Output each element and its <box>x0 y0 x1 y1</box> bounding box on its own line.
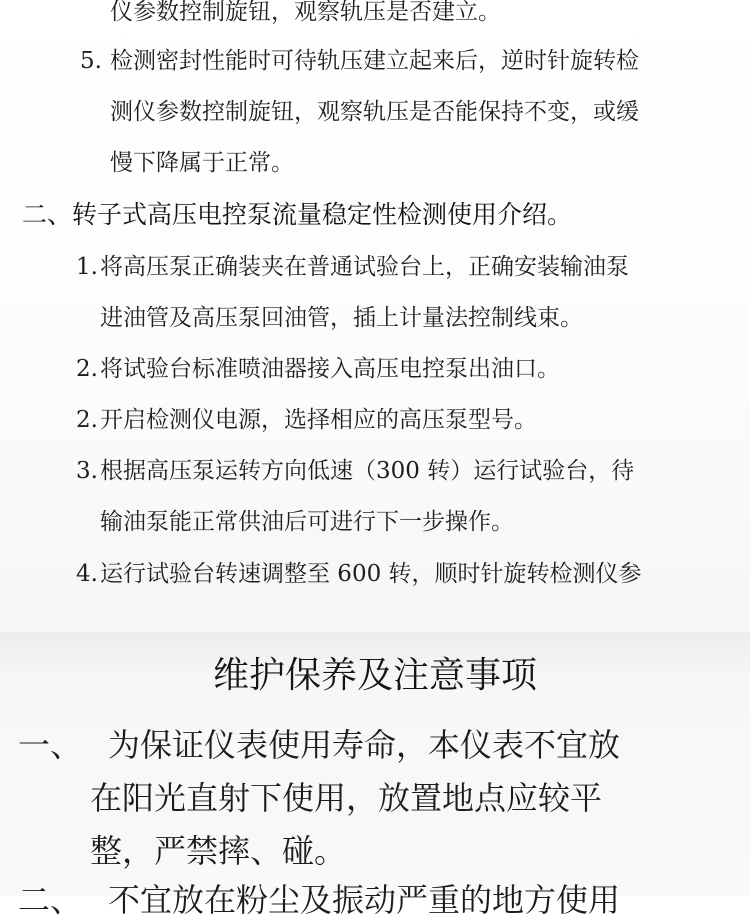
maint-item1-line2: 在阳光直射下使用，放置地点应较平 <box>90 779 603 817</box>
maint-item1-line1: 为保证仪表使用寿命，本仪表不宜放 <box>108 726 621 764</box>
s2-item2-number: 2. <box>76 356 98 382</box>
item5-text-1: 检测密封性能时可待轨压建立起来后，逆时针旋转检 <box>110 48 639 74</box>
item5-line2: 测仪参数控制旋钮，观察轨压是否能保持不变，或缓 <box>110 99 639 125</box>
s2-item5-number: 4. <box>76 561 98 587</box>
s2-item2-text: 将试验台标准喷油器接入高压电控泵出油口。 <box>100 356 560 382</box>
s2-item4-text-1: 根据高压泵运转方向低速（300 转）运行试验台，待 <box>100 458 635 484</box>
item5-line1 <box>80 46 639 76</box>
s2-item3-line1 <box>76 405 537 435</box>
maint-item2-line1: 不宜放在粉尘及振动严重的地方使用 <box>108 881 621 919</box>
s2-item2-line1 <box>76 354 560 384</box>
s2-item1-text-1: 将高压泵正确装夹在普通试验台上，正确安装输油泵 <box>100 254 629 280</box>
s2-item5-text-1: 运行试验台转速调整至 600 转，顺时针旋转检测仪参 <box>100 561 642 587</box>
maint-item2-number: 二、 <box>18 881 83 919</box>
s2-item4-line2: 输油泵能正常供油后可进行下一步操作。 <box>100 509 514 535</box>
maint-item1-number: 一、 <box>18 726 83 764</box>
item5-number: 5. <box>80 48 102 74</box>
s2-item4-number: 3. <box>76 458 98 484</box>
s2-item1-line2: 进油管及高压泵回油管，插上计量法控制线束。 <box>100 305 583 331</box>
maint-item1-line3: 整，严禁摔、碰。 <box>90 832 347 870</box>
s2-item1-number: 1. <box>76 254 98 280</box>
manual-page-lower <box>0 632 750 919</box>
section2-heading: 二、转子式高压电控泵流量稳定性检测使用介绍。 <box>22 200 573 229</box>
s2-item1-line1 <box>76 252 629 282</box>
item5-line3: 慢下降属于正常。 <box>110 150 294 176</box>
item4-continuation: 仪参数控制旋钮，观察轨压是否建立。 <box>110 0 501 25</box>
s2-item4-line1 <box>76 456 634 486</box>
maintenance-title: 维护保养及注意事项 <box>212 655 537 696</box>
s2-item5-line1 <box>76 559 642 589</box>
s2-item3-number: 2. <box>76 407 98 433</box>
s2-item3-text: 开启检测仪电源，选择相应的高压泵型号。 <box>100 407 537 433</box>
